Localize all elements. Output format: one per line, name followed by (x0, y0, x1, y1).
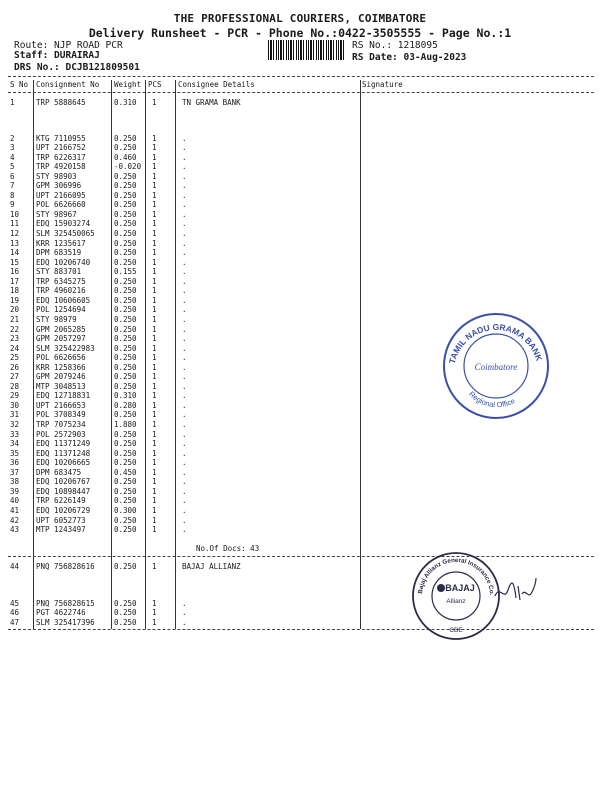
row-sno: 31 (10, 410, 20, 420)
row-pcs: 1 (152, 505, 157, 515)
table-row (0, 458, 600, 468)
table-row (0, 477, 600, 487)
row-sno: 18 (10, 286, 20, 296)
row-weight: 0.250 (114, 171, 137, 181)
row-sno: 13 (10, 238, 20, 248)
row-sno: 33 (10, 429, 20, 439)
row-consignee: . (182, 381, 187, 391)
row-sno: 17 (10, 276, 20, 286)
row-consignment: GPM 2057297 (36, 334, 86, 344)
row-pcs: 1 (152, 353, 157, 363)
table-row (0, 618, 600, 628)
row-consignee: . (182, 505, 187, 515)
table-row (0, 248, 600, 258)
row-consignee: . (182, 353, 187, 363)
table-row (0, 525, 600, 535)
stamp-inner-text: Coimbatore (474, 362, 518, 372)
row-pcs: 1 (152, 525, 157, 535)
table-row (0, 181, 600, 191)
row-weight: 0.250 (114, 286, 137, 296)
row-consignment: UPT 2166095 (36, 190, 86, 200)
table-row (0, 219, 600, 229)
bajaj-logo-icon (437, 584, 445, 592)
table-row (0, 430, 600, 440)
row-sno: 27 (10, 372, 20, 382)
row-consignment: EDQ 12718831 (36, 391, 91, 401)
row-consignment: DPM 683519 (36, 248, 82, 258)
row-consignee: . (182, 515, 187, 525)
col-weight-header: Weight (114, 80, 142, 89)
row-consignment: GPM 2065285 (36, 324, 86, 334)
row-sno: 38 (10, 477, 20, 487)
row-pcs: 1 (152, 598, 157, 608)
row-pcs: 1 (152, 334, 157, 344)
row-pcs: 1 (152, 477, 157, 487)
row-sno: 9 (10, 200, 15, 210)
row-sno: 2 (10, 133, 15, 143)
row-consignee: . (182, 477, 187, 487)
row-weight: 0.250 (114, 608, 137, 618)
row-consignment: UPT 2166653 (36, 400, 86, 410)
row-consignment: GPM 306996 (36, 181, 82, 191)
col-details-header: Consignee Details (178, 80, 255, 89)
grama-bank-stamp (440, 310, 552, 422)
row-consignee: . (182, 608, 187, 618)
row-consignee: . (182, 420, 187, 429)
rs-number: RS No.: 1218095 (352, 40, 438, 51)
row-consignment: POL 6626656 (36, 353, 86, 363)
row-consignment: KTG 7110955 (36, 133, 86, 143)
table-row (0, 296, 600, 306)
row-sno: 6 (10, 171, 15, 181)
row-weight: 0.250 (114, 295, 137, 305)
row-consignment: TRP 6345275 (36, 276, 86, 286)
row-sno: 26 (10, 362, 20, 372)
row-sno: 25 (10, 353, 20, 363)
row-sno: 15 (10, 257, 20, 267)
row-consignee: . (182, 286, 187, 296)
row-weight: 0.250 (114, 314, 137, 324)
row-pcs: 1 (152, 248, 157, 258)
row-weight: 0.250 (114, 372, 137, 382)
row-consignee: . (182, 229, 187, 238)
bajaj-stamp-ring-text: Bajaj Allianz General Insurance Co. (417, 556, 496, 596)
row-consignee: . (182, 429, 187, 439)
row-weight: 0.250 (114, 133, 137, 143)
row-consignee: . (182, 209, 187, 219)
row-sno: 23 (10, 334, 20, 344)
row-weight: 0.250 (114, 209, 137, 219)
row-pcs: 1 (152, 276, 157, 286)
table-row (0, 191, 600, 201)
row-weight: 0.250 (114, 238, 137, 248)
row-consignee: . (182, 248, 187, 258)
stamp-bottom-text: Regional Office (467, 389, 517, 410)
row-sno: 46 (10, 608, 20, 618)
row-consignee: . (182, 458, 187, 468)
table-row (0, 487, 600, 497)
row-weight: 0.250 (114, 181, 137, 191)
row-weight: 0.310 (114, 98, 137, 107)
row-consignment: EDQ 10206740 (36, 257, 91, 267)
row-pcs: 1 (152, 439, 157, 449)
row-weight: 0.310 (114, 391, 137, 401)
row-consignment: MTP 1243497 (36, 525, 86, 535)
row-weight: 0.250 (114, 305, 137, 315)
row-pcs: 1 (152, 229, 157, 238)
row-pcs: 1 (152, 238, 157, 248)
staff-label: Staff: DURAIRAJ (14, 50, 100, 61)
row-consignee: . (182, 496, 187, 506)
table-row (0, 153, 600, 163)
row-weight: 0.155 (114, 267, 137, 277)
row-consignee: BAJAJ ALLIANZ (182, 562, 241, 571)
row-consignment: TRP 6226149 (36, 496, 86, 506)
row-consignee: . (182, 439, 187, 449)
row-consignee: . (182, 362, 187, 372)
bajaj-sub-text: Allianz (446, 598, 466, 605)
row-sno: 34 (10, 439, 20, 449)
row-consignee: . (182, 314, 187, 324)
row-pcs: 1 (152, 295, 157, 305)
row-weight: 0.250 (114, 190, 137, 200)
row-pcs: 1 (152, 420, 157, 429)
row-weight: 0.250 (114, 448, 137, 458)
row-weight: 0.250 (114, 598, 137, 608)
route-label: Route: NJP ROAD PCR (14, 40, 123, 51)
row-sno: 22 (10, 324, 20, 334)
row-consignment: POL 6626660 (36, 200, 86, 210)
row-consignment: KRR 1258366 (36, 362, 86, 372)
row-sno: 37 (10, 467, 20, 477)
row-pcs: 1 (152, 305, 157, 315)
row-pcs: 1 (152, 429, 157, 439)
row-consignee: TN GRAMA BANK (182, 98, 241, 107)
row-sno: 21 (10, 314, 20, 324)
row-weight: 0.250 (114, 229, 137, 238)
row-consignment: MTP 3048513 (36, 381, 86, 391)
row-consignee: . (182, 525, 187, 535)
row-sno: 47 (10, 617, 20, 627)
table-row (0, 134, 600, 144)
row-weight: 0.250 (114, 410, 137, 420)
row-consignment: TRP 6226317 (36, 152, 86, 162)
row-sno: 42 (10, 515, 20, 525)
docs-count: No.Of Docs: 43 (196, 544, 260, 553)
bajaj-logo-text: BAJAJ (445, 583, 475, 593)
row-pcs: 1 (152, 314, 157, 324)
row-consignee: . (182, 391, 187, 401)
row-consignment: STY 98967 (36, 209, 77, 219)
row-weight: 0.250 (114, 429, 137, 439)
table-row (0, 439, 600, 449)
row-consignee: . (182, 486, 187, 496)
col-sno-header: S No (10, 80, 29, 89)
row-consignee: . (182, 171, 187, 181)
row-weight: 0.250 (114, 200, 137, 210)
row-consignment: EDQ 10206665 (36, 458, 91, 468)
table-row (0, 200, 600, 210)
row-consignment: PNQ 756828615 (36, 598, 95, 608)
row-pcs: 1 (152, 143, 157, 153)
row-sno: 30 (10, 400, 20, 410)
row-sno: 41 (10, 505, 20, 515)
row-consignment: UPT 6052773 (36, 515, 86, 525)
row-sno: 36 (10, 458, 20, 468)
group-divider (8, 556, 594, 557)
company-title: THE PROFESSIONAL COURIERS, COIMBATORE (173, 12, 427, 25)
row-consignee: . (182, 467, 187, 477)
row-consignee: . (182, 238, 187, 248)
row-consignee: . (182, 257, 187, 267)
row-sno: 40 (10, 496, 20, 506)
row-sno: 35 (10, 448, 20, 458)
row-consignment: PGT 4622746 (36, 608, 86, 618)
row-weight: 0.280 (114, 400, 137, 410)
table-row (0, 267, 600, 277)
row-pcs: 1 (152, 267, 157, 277)
table-row (0, 229, 600, 239)
row-pcs: 1 (152, 190, 157, 200)
row-pcs: 1 (152, 152, 157, 162)
row-consignee: . (182, 162, 187, 172)
row-weight: 0.250 (114, 439, 137, 449)
row-consignment: STY 883701 (36, 267, 82, 277)
row-pcs: 1 (152, 257, 157, 267)
col-signature-header: Signature (362, 80, 403, 89)
table-row (0, 210, 600, 220)
row-consignee: . (182, 295, 187, 305)
signature-mark (492, 574, 538, 606)
row-sno: 3 (10, 143, 15, 153)
row-pcs: 1 (152, 372, 157, 382)
row-pcs: 1 (152, 496, 157, 506)
row-weight: 0.250 (114, 381, 137, 391)
row-weight: 0.250 (114, 362, 137, 372)
row-pcs: 1 (152, 458, 157, 468)
row-consignment: EDQ 15903274 (36, 219, 91, 229)
row-sno: 4 (10, 152, 15, 162)
row-consignment: KRR 1235617 (36, 238, 86, 248)
row-consignment: TRP 4920158 (36, 162, 86, 172)
row-consignee: . (182, 133, 187, 143)
runsheet-subtitle: Delivery Runsheet - PCR - Phone No.:0422-3505555 - Page No.:1 (88, 26, 512, 40)
row-sno: 1 (10, 98, 15, 107)
row-weight: 0.250 (114, 458, 137, 468)
row-consignment: UPT 2166752 (36, 143, 86, 153)
row-weight: 0.250 (114, 562, 137, 571)
table-row (0, 506, 600, 516)
row-weight: 0.250 (114, 515, 137, 525)
row-consignee: . (182, 448, 187, 458)
row-sno: 11 (10, 219, 20, 229)
row-consignee: . (182, 200, 187, 210)
table-row (0, 239, 600, 249)
row-weight: 0.450 (114, 467, 137, 477)
col-pcs-header: PCS (148, 80, 162, 89)
header-divider-bottom (8, 92, 594, 93)
row-sno: 32 (10, 420, 20, 429)
table-row (0, 258, 600, 268)
row-sno: 5 (10, 162, 15, 172)
table-row (0, 562, 600, 572)
row-sno: 8 (10, 190, 15, 200)
row-sno: 7 (10, 181, 15, 191)
drs-number: DRS No.: DCJB121809501 (14, 62, 140, 73)
row-consignment: STY 98979 (36, 314, 77, 324)
row-pcs: 1 (152, 200, 157, 210)
row-sno: 43 (10, 525, 20, 535)
row-consignee: . (182, 305, 187, 315)
row-weight: 0.250 (114, 248, 137, 258)
row-sno: 10 (10, 209, 20, 219)
row-pcs: 1 (152, 486, 157, 496)
row-weight: 0.250 (114, 353, 137, 363)
col-consignment-header: Consignment No (36, 80, 100, 89)
row-weight: 0.250 (114, 143, 137, 153)
row-consignment: TRP 4960216 (36, 286, 86, 296)
row-sno: 39 (10, 486, 20, 496)
row-pcs: 1 (152, 219, 157, 229)
row-pcs: 1 (152, 362, 157, 372)
row-pcs: 1 (152, 171, 157, 181)
row-weight: 0.250 (114, 477, 137, 487)
row-sno: 24 (10, 343, 20, 353)
row-consignment: EDQ 11371249 (36, 439, 91, 449)
table-row (0, 98, 600, 108)
row-consignee: . (182, 617, 187, 627)
row-consignment: POL 1254694 (36, 305, 86, 315)
row-consignment: STY 98903 (36, 171, 77, 181)
row-pcs: 1 (152, 562, 157, 571)
table-row (0, 468, 600, 478)
row-consignee: . (182, 324, 187, 334)
table-row (0, 496, 600, 506)
row-sno: 12 (10, 229, 20, 238)
bajaj-city-text: CBE (449, 627, 463, 634)
table-row (0, 516, 600, 526)
table-bottom-divider (8, 629, 594, 630)
row-weight: 0.250 (114, 525, 137, 535)
row-consignee: . (182, 267, 187, 277)
row-sno: 14 (10, 248, 20, 258)
table-row (0, 449, 600, 459)
row-consignee: . (182, 598, 187, 608)
row-pcs: 1 (152, 400, 157, 410)
row-consignee: . (182, 372, 187, 382)
row-pcs: 1 (152, 410, 157, 420)
row-consignment: POL 2572903 (36, 429, 86, 439)
row-weight: 0.250 (114, 343, 137, 353)
row-consignment: EDQ 10606605 (36, 295, 91, 305)
row-consignment: TRP 5888645 (36, 98, 86, 107)
row-weight: 0.250 (114, 219, 137, 229)
row-consignee: . (182, 143, 187, 153)
row-sno: 45 (10, 598, 20, 608)
row-consignment: TRP 7075234 (36, 420, 86, 429)
row-sno: 16 (10, 267, 20, 277)
row-consignee: . (182, 343, 187, 353)
row-pcs: 1 (152, 617, 157, 627)
row-sno: 28 (10, 381, 20, 391)
bajaj-stamp (410, 550, 502, 642)
row-pcs: 1 (152, 391, 157, 401)
table-row (0, 286, 600, 296)
row-consignment: EDQ 10898447 (36, 486, 91, 496)
row-weight: 0.250 (114, 257, 137, 267)
row-pcs: 1 (152, 286, 157, 296)
barcode (268, 40, 346, 60)
row-pcs: 1 (152, 343, 157, 353)
row-pcs: 1 (152, 98, 157, 107)
row-consignment: PNQ 756828616 (36, 562, 95, 571)
row-consignee: . (182, 219, 187, 229)
row-consignee: . (182, 410, 187, 420)
row-consignment: EDQ 10206729 (36, 505, 91, 515)
row-consignee: . (182, 400, 187, 410)
row-pcs: 1 (152, 515, 157, 525)
row-consignment: GPM 2079246 (36, 372, 86, 382)
row-weight: 0.250 (114, 324, 137, 334)
row-weight: 0.250 (114, 276, 137, 286)
row-consignee: . (182, 181, 187, 191)
table-row (0, 143, 600, 153)
row-sno: 44 (10, 562, 20, 571)
row-sno: 20 (10, 305, 20, 315)
row-pcs: 1 (152, 209, 157, 219)
row-consignee: . (182, 334, 187, 344)
row-pcs: 1 (152, 181, 157, 191)
row-consignment: EDQ 10206767 (36, 477, 91, 487)
table-row (0, 172, 600, 182)
rs-date: RS Date: 03-Aug-2023 (352, 52, 467, 63)
row-weight: 0.250 (114, 496, 137, 506)
row-weight: 0.250 (114, 617, 137, 627)
row-pcs: 1 (152, 381, 157, 391)
row-consignee: . (182, 152, 187, 162)
row-pcs: 1 (152, 608, 157, 618)
row-pcs: 1 (152, 162, 157, 172)
row-pcs: 1 (152, 448, 157, 458)
row-weight: 0.460 (114, 152, 137, 162)
row-weight: 0.250 (114, 334, 137, 344)
row-weight: 0.250 (114, 486, 137, 496)
row-consignee: . (182, 276, 187, 286)
table-row (0, 277, 600, 287)
row-consignment: SLM 325417396 (36, 617, 95, 627)
row-weight: -0.020 (114, 162, 142, 172)
row-consignment: SLM 325422983 (36, 343, 95, 353)
row-consignment: SLM 325450065 (36, 229, 95, 238)
row-pcs: 1 (152, 467, 157, 477)
row-weight: 1.880 (114, 420, 137, 429)
row-sno: 19 (10, 295, 20, 305)
stamp-top-text: TAMIL NADU GRAMA BANK (446, 321, 545, 365)
header-divider-top (8, 76, 594, 77)
row-consignment: DPM 683475 (36, 467, 82, 477)
row-consignment: EDQ 11371248 (36, 448, 91, 458)
row-consignee: . (182, 190, 187, 200)
row-pcs: 1 (152, 324, 157, 334)
row-sno: 29 (10, 391, 20, 401)
row-weight: 0.300 (114, 505, 137, 515)
table-row (0, 162, 600, 172)
row-pcs: 1 (152, 133, 157, 143)
row-consignment: POL 3708349 (36, 410, 86, 420)
table-row (0, 608, 600, 618)
